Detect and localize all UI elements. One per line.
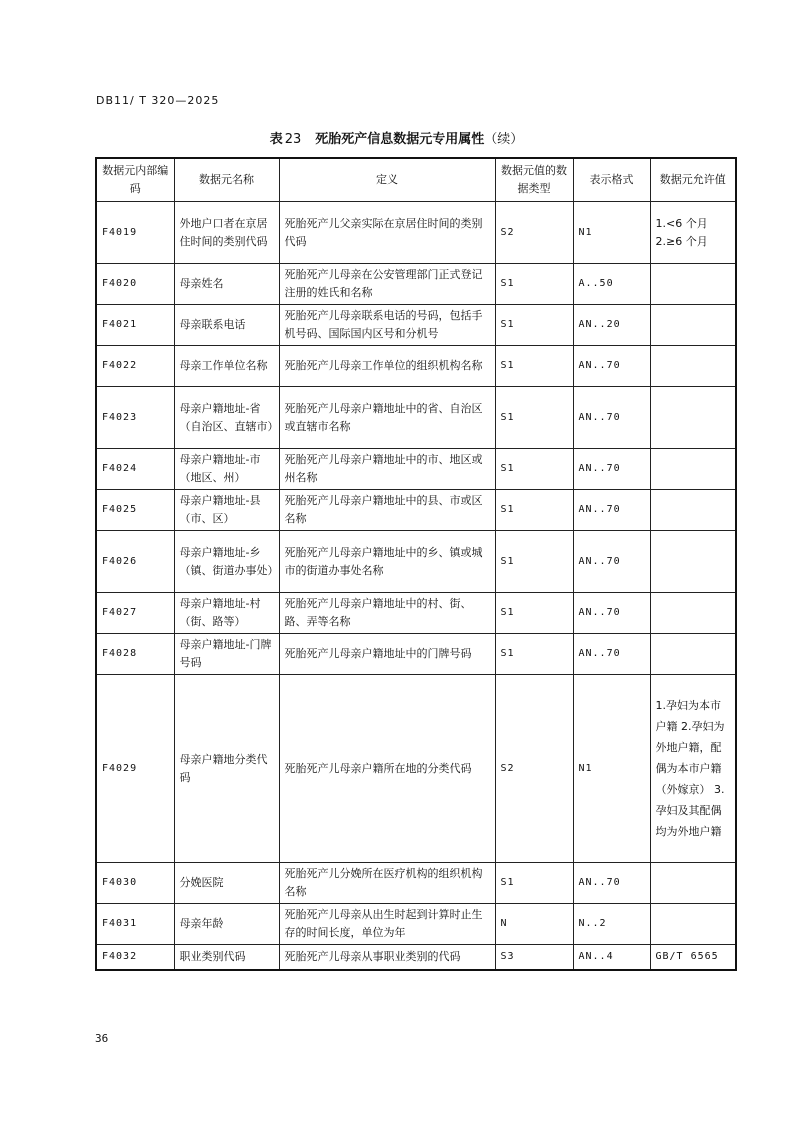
cell-code: F4031 xyxy=(96,904,174,945)
cell-code: F4019 xyxy=(96,202,174,264)
data-element-table xyxy=(95,157,737,971)
table-row xyxy=(96,346,736,387)
cell-type: S1 xyxy=(495,387,573,449)
cell-allowed xyxy=(650,387,736,449)
cell-type: S1 xyxy=(495,863,573,904)
cell-code: F4027 xyxy=(96,593,174,634)
cell-name: 职业类别代码 xyxy=(174,945,279,970)
cell-name: 母亲工作单位名称 xyxy=(174,346,279,387)
cell-format: AN..70 xyxy=(573,490,650,531)
table-header-row xyxy=(96,158,736,202)
cell-allowed xyxy=(650,904,736,945)
cell-definition: 死胎死产儿母亲工作单位的组织机构名称 xyxy=(279,346,495,387)
cell-name: 外地户口者在京居住时间的类别代码 xyxy=(174,202,279,264)
cell-name: 母亲户籍地分类代码 xyxy=(174,675,279,863)
cell-allowed xyxy=(650,264,736,305)
cell-definition: 死胎死产儿分娩所在医疗机构的组织机构名称 xyxy=(279,863,495,904)
cell-allowed xyxy=(650,863,736,904)
table-row xyxy=(96,449,736,490)
cell-format: A..50 xyxy=(573,264,650,305)
table-row xyxy=(96,945,736,970)
cell-allowed xyxy=(650,346,736,387)
table-title-text: 死胎死产信息数据元专用属性 xyxy=(315,132,485,147)
cell-code: F4020 xyxy=(96,264,174,305)
table-row xyxy=(96,634,736,675)
column-header-code: 数据元内部编码 xyxy=(96,158,174,202)
cell-code: F4029 xyxy=(96,675,174,863)
cell-code: F4021 xyxy=(96,305,174,346)
table-row xyxy=(96,490,736,531)
cell-definition: 死胎死产儿母亲户籍地址中的门牌号码 xyxy=(279,634,495,675)
cell-allowed: 1.孕妇为本市户籍 2.孕妇为外地户籍，配偶为本市户籍（外嫁京） 3.孕妇及其配偶均为外地户籍 xyxy=(650,675,736,863)
cell-format: N1 xyxy=(573,202,650,264)
cell-type: S2 xyxy=(495,675,573,863)
cell-name: 母亲联系电话 xyxy=(174,305,279,346)
cell-name: 分娩医院 xyxy=(174,863,279,904)
document-code: DB11/ T 320—2025 xyxy=(96,94,220,107)
cell-definition: 死胎死产儿母亲户籍地址中的乡、镇或城市的街道办事处名称 xyxy=(279,531,495,593)
table-row xyxy=(96,305,736,346)
cell-format: AN..70 xyxy=(573,387,650,449)
cell-allowed: 1.<6 个月 2.≥6 个月 xyxy=(650,202,736,264)
cell-format: N1 xyxy=(573,675,650,863)
cell-code: F4024 xyxy=(96,449,174,490)
cell-definition: 死胎死产儿母亲联系电话的号码，包括手机号码、国际国内区号和分机号 xyxy=(279,305,495,346)
column-header-type: 数据元值的数据类型 xyxy=(495,158,573,202)
column-header-allowed: 数据元允许值 xyxy=(650,158,736,202)
cell-allowed xyxy=(650,531,736,593)
cell-type: S1 xyxy=(495,634,573,675)
cell-format: AN..70 xyxy=(573,863,650,904)
cell-definition: 死胎死产儿母亲在公安管理部门正式登记注册的姓氏和名称 xyxy=(279,264,495,305)
cell-type: N xyxy=(495,904,573,945)
cell-format: AN..70 xyxy=(573,593,650,634)
page-number: 36 xyxy=(95,1032,109,1045)
cell-format: AN..70 xyxy=(573,346,650,387)
cell-format: AN..20 xyxy=(573,305,650,346)
cell-definition: 死胎死产儿父亲实际在京居住时间的类别代码 xyxy=(279,202,495,264)
table-row xyxy=(96,904,736,945)
cell-definition: 死胎死产儿母亲户籍地址中的省、自治区或直辖市名称 xyxy=(279,387,495,449)
cell-name: 母亲姓名 xyxy=(174,264,279,305)
cell-type: S1 xyxy=(495,490,573,531)
cell-format: AN..70 xyxy=(573,531,650,593)
table-row xyxy=(96,202,736,264)
cell-name: 母亲户籍地址-省（自治区、直辖市） xyxy=(174,387,279,449)
table-title-label: 表 xyxy=(269,132,283,147)
cell-code: F4032 xyxy=(96,945,174,970)
cell-type: S1 xyxy=(495,264,573,305)
cell-code: F4023 xyxy=(96,387,174,449)
cell-allowed xyxy=(650,634,736,675)
cell-code: F4022 xyxy=(96,346,174,387)
cell-definition: 死胎死产儿母亲从事职业类别的代码 xyxy=(279,945,495,970)
cell-name: 母亲户籍地址-县（市、区） xyxy=(174,490,279,531)
cell-code: F4030 xyxy=(96,863,174,904)
table-title-continued: （续） xyxy=(484,132,524,147)
table-row xyxy=(96,531,736,593)
cell-type: S1 xyxy=(495,449,573,490)
cell-format: N..2 xyxy=(573,904,650,945)
cell-allowed xyxy=(650,490,736,531)
cell-type: S1 xyxy=(495,593,573,634)
cell-name: 母亲户籍地址-市（地区、州） xyxy=(174,449,279,490)
table-row xyxy=(96,675,736,863)
column-header-name: 数据元名称 xyxy=(174,158,279,202)
column-header-definition: 定义 xyxy=(279,158,495,202)
cell-definition: 死胎死产儿母亲从出生时起到计算时止生存的时间长度，单位为年 xyxy=(279,904,495,945)
cell-name: 母亲户籍地址-门牌号码 xyxy=(174,634,279,675)
cell-allowed: GB/T 6565 xyxy=(650,945,736,970)
cell-format: AN..70 xyxy=(573,449,650,490)
cell-code: F4028 xyxy=(96,634,174,675)
cell-definition: 死胎死产儿母亲户籍所在地的分类代码 xyxy=(279,675,495,863)
table-row xyxy=(96,593,736,634)
cell-allowed xyxy=(650,305,736,346)
cell-name: 母亲年龄 xyxy=(174,904,279,945)
cell-name: 母亲户籍地址-乡（镇、街道办事处） xyxy=(174,531,279,593)
cell-type: S1 xyxy=(495,305,573,346)
cell-type: S3 xyxy=(495,945,573,970)
cell-allowed xyxy=(650,449,736,490)
cell-name: 母亲户籍地址-村（街、路等） xyxy=(174,593,279,634)
cell-format: AN..70 xyxy=(573,634,650,675)
table-row xyxy=(96,863,736,904)
table-title-number: 23 xyxy=(284,132,302,147)
cell-allowed xyxy=(650,593,736,634)
table-title xyxy=(0,128,793,147)
cell-code: F4026 xyxy=(96,531,174,593)
cell-type: S1 xyxy=(495,531,573,593)
table-row xyxy=(96,264,736,305)
cell-type: S1 xyxy=(495,346,573,387)
cell-definition: 死胎死产儿母亲户籍地址中的村、街、路、弄等名称 xyxy=(279,593,495,634)
column-header-format: 表示格式 xyxy=(573,158,650,202)
table-row xyxy=(96,387,736,449)
cell-format: AN..4 xyxy=(573,945,650,970)
cell-definition: 死胎死产儿母亲户籍地址中的市、地区或州名称 xyxy=(279,449,495,490)
cell-type: S2 xyxy=(495,202,573,264)
cell-code: F4025 xyxy=(96,490,174,531)
cell-definition: 死胎死产儿母亲户籍地址中的县、市或区名称 xyxy=(279,490,495,531)
